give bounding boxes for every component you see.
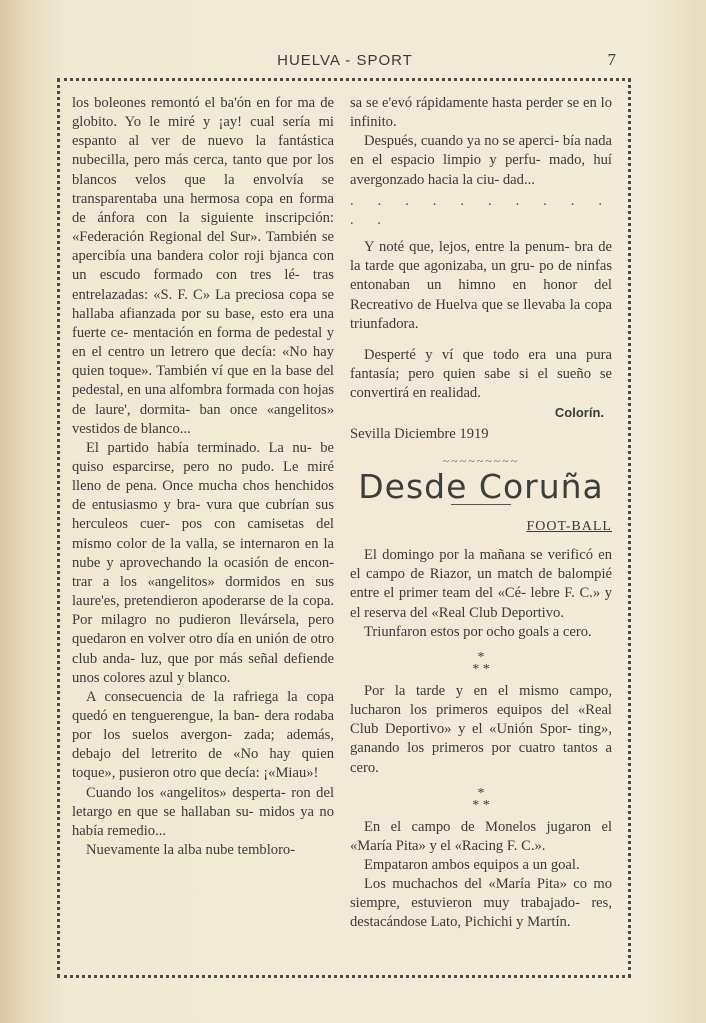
publication-title: HUELVA - SPORT <box>277 52 413 69</box>
left-column <box>72 94 334 860</box>
paragraph: Triunfaron estos por ocho goals a cero. <box>364 623 592 640</box>
paragraph: El partido había terminado. La nu- be quiso esparcirse, pero no pudo. Le miré lleno de pena. Once mucha chos henchidos de entusiasmo y bra- vura que cubrían sus herculeos cuer- pos con camisetas del mismo color de la valla, se internaron en la nube y aprovechando la ocasión de encon- trar a los «angelitos» dormidos en sus laure'es, pretendieron apoderarse de la copa. Por milagro no pudieron llevársela, pero quedaron en volver otro día en unión de otro club anda- luz, que por más señal defiende unos colores azul y blanco. <box>72 439 334 686</box>
subsection-title: FOOT-BALL <box>526 518 612 534</box>
right-column <box>350 94 612 933</box>
paragraph: sa se e'evó rápidamente hasta perder se en lo infinito. <box>350 95 612 131</box>
page-header <box>60 50 630 74</box>
signature: Colorín. <box>554 405 604 421</box>
paragraph: Después, cuando ya no se aperci- bía nada en el espacio limpio y perfu- mado, huí avergonzado hacia la ciu- dad... <box>350 133 612 188</box>
paragraph: Por la tarde y en el mismo campo, lucharon los primeros equipos del «Real Club Deportivo» y el «Unión Spor- ting», ganando los primeros por cuatro tantos a cero. <box>350 682 612 776</box>
paragraph: Cuando los «angelitos» desperta- ron del letargo en que se hallaban su- midos ya no había remedio... <box>72 784 334 839</box>
section-title: Desde Coruña <box>358 466 604 506</box>
paragraph: Los muchachos del «María Pita» co mo siempre, estuvieron muy trabajado- res, destacándose Lato, Pichichi y Martín. <box>350 876 612 931</box>
place-date: Sevilla Diciembre 1919 <box>350 425 489 442</box>
paragraph: Empataron ambos equipos a un goal. <box>364 857 580 873</box>
paragraph: El domingo por la mañana se verificó en el campo de Riazor, un match de balompié entre el primer team del «Cé- lebre F. C.» y el reserva del «Real Club Deportivo. <box>350 547 612 621</box>
paragraph: Y noté que, lejos, entre la penum- bra de la tarde que agonizaba, un gru- po de ninfas entonaban un himno en honor del Recreativo de Huelva que se llevaba la copa triunfadora. <box>350 239 612 332</box>
paragraph: Nuevamente la alba nube tembloro- <box>86 842 296 859</box>
paragraph: los boleones remontó el ba'ón en for ma de globito. Yo le miré y ¡ay! cual sería mi espanto al ver de nuevo la fantástica nubecilla, pero más cerca, tanto que por los blancos velos que la envolvía se transparentaba una hermosa copa en forma de ánfora con la siguiente inscripción: «Federación Regional del Sur». También se apercibía una bandera color roji bjanca con un escudo formado con tres lé- tras entrelazadas: «S. F. C» La preciosa copa se hallaba afianzada por su base, esto era una fuerte ce- mentación en forma de pedestal y en el centro un letrero que decía: «No hay quien toque». También ví que en la base del pedestal, en una alfombra formada con hojas de laure', dormita- ban once «angelitos» vestidos de blanco... <box>72 95 334 437</box>
ellipsis-row: . . . . . . . . . . . . <box>350 192 612 228</box>
paragraph: Desperté y ví que todo era una pura fantasía; pero quien sabe si el sueño se convertirá en realidad. <box>350 346 612 402</box>
flourish-divider: ~~~~~~~~~ <box>442 453 520 468</box>
page-number: 7 <box>607 50 616 69</box>
paragraph: A consecuencia de la rafriega la copa quedó en tenguerengue, la ban- dera rodaba por los suelos avergon- zada; además, debajo del letrerito de «No hay quien toque», pusieron otro que decía: ¡«Miau»! <box>72 688 334 782</box>
asterism-divider: * * * <box>472 785 490 813</box>
asterism-divider: * * * <box>472 649 490 677</box>
paragraph: En el campo de Monelos jugaron el «María Pita» y el «Racing F. C.». <box>350 818 612 854</box>
